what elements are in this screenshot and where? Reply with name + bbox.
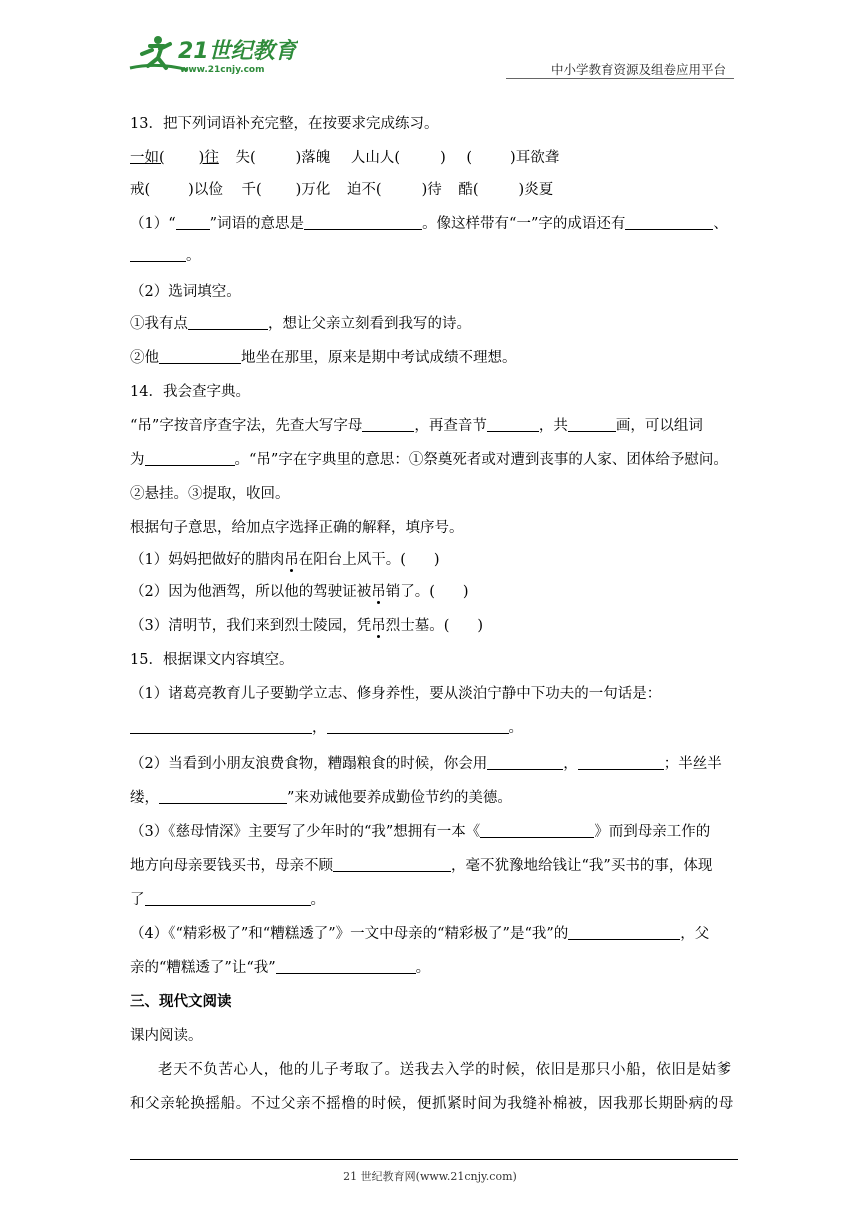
idiom-blank: )以俭 bbox=[188, 182, 223, 198]
text: ，再查音节 bbox=[414, 418, 487, 434]
text: ”词语的意思是 bbox=[209, 216, 305, 232]
answer-blank[interactable] bbox=[568, 924, 680, 940]
answer-blank[interactable] bbox=[159, 348, 241, 364]
dotted-char: 吊 bbox=[371, 584, 386, 600]
text: 在阳台上风干。( bbox=[298, 552, 406, 568]
text: （2）当看到小朋友浪费食物，糟蹋粮食的时候，你会用 bbox=[130, 756, 488, 772]
idiom-blank: )往 bbox=[198, 150, 219, 166]
answer-blank[interactable] bbox=[487, 754, 563, 770]
q14-stem: 14．我会查字典。 bbox=[130, 384, 250, 400]
text: 画，可以组词 bbox=[615, 418, 703, 434]
q13-part1-cont bbox=[130, 246, 201, 266]
answer-blank[interactable] bbox=[145, 890, 311, 906]
text: ；半丝半 bbox=[663, 756, 722, 772]
q13-sentence1 bbox=[130, 314, 471, 334]
text: 。 bbox=[415, 960, 431, 976]
answer-blank[interactable] bbox=[480, 822, 594, 838]
text: 亲的“糟糕透了”让“我” bbox=[130, 960, 276, 976]
q13-row1 bbox=[130, 148, 559, 168]
q15-a4-cont bbox=[130, 958, 430, 978]
answer-blank[interactable] bbox=[176, 214, 210, 230]
answer-blank[interactable] bbox=[327, 718, 509, 734]
text: 了 bbox=[130, 892, 145, 908]
text: ，共 bbox=[538, 418, 568, 434]
q13-stem: 13．把下列词语补充完整，在按要求完成练习。 bbox=[130, 116, 439, 132]
text: ) bbox=[462, 584, 469, 600]
q15-a3-cont bbox=[130, 856, 712, 876]
platform-name: 中小学教育资源及组卷应用平台 bbox=[550, 62, 726, 77]
idiom-blank: 一如( bbox=[130, 150, 165, 166]
idiom-blank: )待 bbox=[421, 182, 442, 198]
text: ) bbox=[477, 618, 484, 634]
idiom-blank: )落魄 bbox=[295, 150, 331, 166]
text: （3）《慈母情深》主要写了少年时的“我”想拥有一本《 bbox=[130, 824, 481, 840]
text: ，毫不犹豫地给钱让“我”买书的事，体现 bbox=[451, 858, 713, 874]
text: ， bbox=[312, 720, 327, 736]
answer-blank[interactable] bbox=[362, 416, 414, 432]
section-subtitle: 课内阅读。 bbox=[130, 1028, 203, 1044]
q14-line3: ②悬挂。③提取，收回。 bbox=[130, 486, 290, 502]
text: （4）《“精彩极了”和“糟糕透了”》一文中母亲的“精彩极了”是“我”的 bbox=[130, 926, 569, 942]
text: 。 bbox=[310, 892, 325, 908]
q14-item3 bbox=[130, 616, 483, 636]
text: ，想让父亲立刻看到我写的诗。 bbox=[268, 316, 471, 332]
answer-blank[interactable] bbox=[487, 416, 539, 432]
text: 销了。( bbox=[385, 584, 435, 600]
idiom-blank: 迫不( bbox=[346, 182, 382, 198]
answer-blank[interactable] bbox=[159, 788, 287, 804]
dotted-char: 吊 bbox=[284, 552, 299, 568]
q14-item1 bbox=[130, 550, 440, 570]
idiom-blank: ( bbox=[466, 150, 473, 166]
dotted-char: 吊 bbox=[371, 618, 386, 634]
idiom-blank: )万化 bbox=[295, 182, 331, 198]
text: （2）因为他酒驾，所以他的驾驶证被 bbox=[130, 584, 372, 600]
text: ) bbox=[433, 552, 440, 568]
q13-row2 bbox=[130, 180, 553, 200]
q15-a3-end bbox=[130, 890, 325, 910]
text: 。 bbox=[508, 720, 523, 736]
q15-stem: 15．根据课文内容填空。 bbox=[130, 652, 294, 668]
section-title: 三、现代文阅读 bbox=[130, 994, 232, 1010]
answer-blank[interactable] bbox=[625, 214, 713, 230]
idiom-blank: 失( bbox=[235, 150, 256, 166]
text: 、 bbox=[713, 216, 728, 232]
q14-instruction: 根据句子意思，给加点字选择正确的解释，填序号。 bbox=[130, 520, 464, 536]
answer-blank[interactable] bbox=[145, 450, 235, 466]
text: 。“吊”字在字典里的意思：①祭奠死者或对遭到丧事的人家、团体给予慰问。 bbox=[234, 452, 728, 468]
answer-blank[interactable] bbox=[130, 246, 186, 262]
text: ”来劝诫他要养成勤俭节约的美德。 bbox=[287, 790, 512, 806]
q15-a2-cont bbox=[130, 788, 512, 808]
text: 烈士墓。( bbox=[385, 618, 450, 634]
text: “吊”字按音序查字法，先查大写字母 bbox=[130, 418, 363, 434]
text: ①我有点 bbox=[130, 316, 188, 332]
text: 地坐在那里，原来是期中考试成绩不理想。 bbox=[241, 350, 517, 366]
answer-blank[interactable] bbox=[333, 856, 451, 872]
footer-divider bbox=[130, 1159, 738, 1160]
svg-text:www.21cnjy.com: www.21cnjy.com bbox=[180, 65, 265, 75]
q15-a3 bbox=[130, 822, 710, 842]
reading-paragraph-line1: 老天不负苦心人，他的儿子考取了。送我去入学的时候，依旧是那只小船，依旧是姑爹 bbox=[158, 1062, 732, 1078]
idiom-blank: 人山人( bbox=[350, 150, 401, 166]
q13-part1 bbox=[130, 214, 728, 234]
idiom-blank: 酷( bbox=[458, 182, 479, 198]
q15-a4 bbox=[130, 924, 709, 944]
text: ②他 bbox=[130, 350, 159, 366]
idiom-blank: )耳欲聋 bbox=[510, 150, 560, 166]
q15-a1: （1）诸葛亮教育儿子要勤学立志、修身养性，要从淡泊宁静中下功夫的一句话是： bbox=[130, 686, 662, 702]
answer-blank[interactable] bbox=[276, 958, 416, 974]
answer-blank[interactable] bbox=[130, 718, 312, 734]
idiom-blank: 戒( bbox=[130, 182, 151, 198]
svg-text:21世纪教育: 21世纪教育 bbox=[178, 39, 297, 64]
idiom-blank: )炎夏 bbox=[518, 182, 554, 198]
q14-line2 bbox=[130, 450, 728, 470]
text: 。 bbox=[186, 248, 201, 264]
answer-blank[interactable] bbox=[578, 754, 664, 770]
answer-blank[interactable] bbox=[188, 314, 268, 330]
site-logo bbox=[128, 32, 298, 76]
q15-a1-blanks bbox=[130, 718, 523, 738]
idiom-blank: ) bbox=[440, 150, 446, 166]
q14-line1 bbox=[130, 416, 703, 436]
idiom-blank: 千( bbox=[241, 182, 262, 198]
q14-item2 bbox=[130, 582, 469, 602]
text: 地方向母亲要钱买书，母亲不顾 bbox=[130, 858, 333, 874]
text: 缕， bbox=[130, 790, 159, 806]
text: （1）“ bbox=[130, 216, 176, 232]
text: ， bbox=[563, 756, 578, 772]
text: ，父 bbox=[680, 926, 710, 942]
text: 为 bbox=[130, 452, 145, 468]
q15-a2 bbox=[130, 754, 722, 774]
page-footer: 21 世纪教育网(www.21cnjy.com) bbox=[343, 1170, 517, 1183]
text: （3）清明节，我们来到烈士陵园，凭 bbox=[130, 618, 372, 634]
page-header bbox=[128, 30, 734, 80]
answer-blank[interactable] bbox=[304, 214, 422, 230]
header-divider bbox=[506, 78, 734, 79]
reading-paragraph-line2: 和父亲轮换摇船。不过父亲不摇橹的时候，便抓紧时间为我缝补棉被，因我那长期卧病的母 bbox=[130, 1096, 734, 1112]
answer-blank[interactable] bbox=[568, 416, 616, 432]
text: 。像这样带有“一”字的成语还有 bbox=[422, 216, 626, 232]
text: 》而到母亲工作的 bbox=[594, 824, 711, 840]
text: （1）妈妈把做好的腊肉 bbox=[130, 552, 285, 568]
q13-sentence2 bbox=[130, 348, 517, 368]
q13-part2: （2）选词填空。 bbox=[130, 284, 241, 300]
